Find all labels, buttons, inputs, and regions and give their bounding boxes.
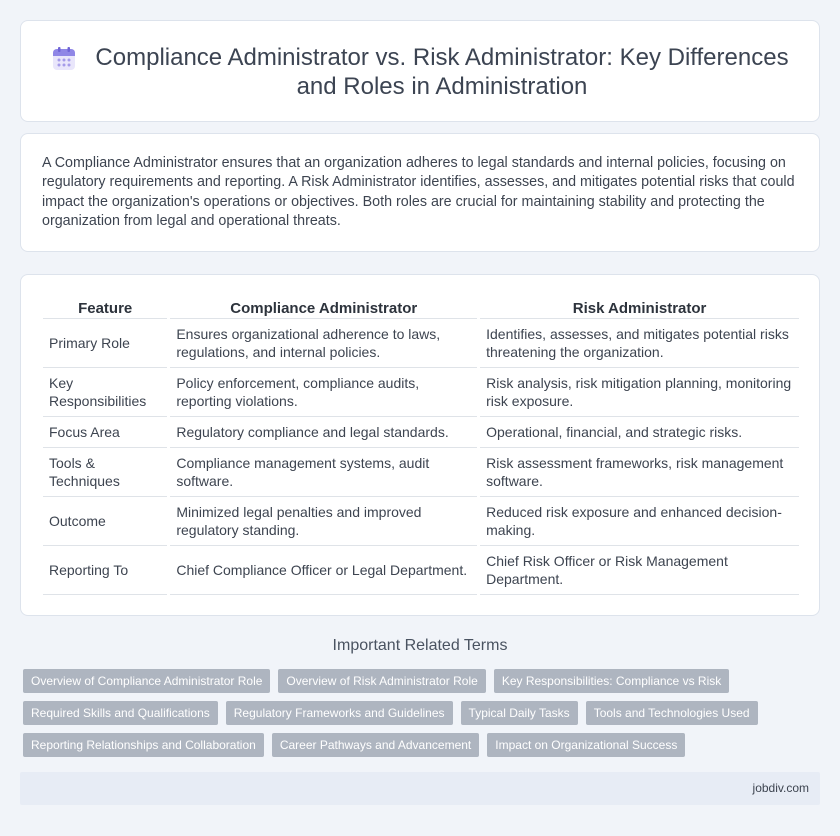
- table-cell-feature: Primary Role: [43, 319, 167, 368]
- table-row: [43, 368, 799, 417]
- footer-site-link[interactable]: jobdiv.com: [752, 781, 809, 795]
- table-cell-feature: Tools & Techniques: [43, 448, 167, 497]
- related-term-tag[interactable]: Impact on Organizational Success: [487, 733, 685, 757]
- table-header-risk: Risk Administrator: [480, 297, 799, 319]
- table-cell-risk: Chief Risk Officer or Risk Management Department.: [480, 546, 799, 595]
- related-term-tag[interactable]: Reporting Relationships and Collaboration: [23, 733, 264, 757]
- table-row: [43, 319, 799, 368]
- table-row: [43, 448, 799, 497]
- intro-card: [20, 133, 820, 252]
- related-term-tag[interactable]: Typical Daily Tasks: [461, 701, 578, 725]
- table-cell-risk: Identifies, assesses, and mitigates potential risks threatening the organization.: [480, 319, 799, 368]
- table-row: [43, 417, 799, 448]
- table-cell-compliance: Regulatory compliance and legal standards.: [170, 417, 477, 448]
- table-cell-risk: Operational, financial, and strategic risks.: [480, 417, 799, 448]
- intro-paragraph: A Compliance Administrator ensures that an organization adheres to legal standards and internal policies, focusing on regulatory requirements and reporting. A Risk Administrator identifies, assesses, and mitigates potential risks that could impact the organization's operations or objectives. Both roles are crucial for maintaining stability and protecting the organization from legal and operational threats.: [42, 155, 795, 229]
- table-cell-compliance: Chief Compliance Officer or Legal Department.: [170, 546, 477, 595]
- table-row: [43, 497, 799, 546]
- table-cell-risk: Risk assessment frameworks, risk management software.: [480, 448, 799, 497]
- related-term-tag[interactable]: Regulatory Frameworks and Guidelines: [226, 701, 453, 725]
- table-cell-compliance: Compliance management systems, audit software.: [170, 448, 477, 497]
- related-term-tag[interactable]: Overview of Compliance Administrator Role: [23, 669, 270, 693]
- related-term-tag[interactable]: Key Responsibilities: Compliance vs Risk: [494, 669, 729, 693]
- table-cell-feature: Key Responsibilities: [43, 368, 167, 417]
- comparison-table: [43, 297, 799, 595]
- related-term-tag[interactable]: Overview of Risk Administrator Role: [278, 669, 485, 693]
- calendar-icon: [51, 46, 77, 72]
- table-cell-feature: Outcome: [43, 497, 167, 546]
- table-cell-compliance: Minimized legal penalties and improved regulatory standing.: [170, 497, 477, 546]
- page-title: Compliance Administrator vs. Risk Administrator: Key Differences and Roles in Administration: [95, 44, 789, 100]
- footer: [20, 772, 820, 805]
- related-terms-tags: [23, 669, 823, 765]
- table-cell-feature: Focus Area: [43, 417, 167, 448]
- table-cell-feature: Reporting To: [43, 546, 167, 595]
- table-row: [43, 546, 799, 595]
- comparison-table-card: [20, 274, 820, 616]
- table-cell-compliance: Policy enforcement, compliance audits, reporting violations.: [170, 368, 477, 417]
- table-header-compliance: Compliance Administrator: [170, 297, 477, 319]
- table-cell-risk: Reduced risk exposure and enhanced decision-making.: [480, 497, 799, 546]
- table-header-feature: Feature: [43, 297, 167, 319]
- table-cell-risk: Risk analysis, risk mitigation planning, monitoring risk exposure.: [480, 368, 799, 417]
- table-cell-compliance: Ensures organizational adherence to laws, regulations, and internal policies.: [170, 319, 477, 368]
- related-term-tag[interactable]: Career Pathways and Advancement: [272, 733, 479, 757]
- related-terms-title: Important Related Terms: [332, 637, 508, 654]
- related-term-tag[interactable]: Tools and Technologies Used: [586, 701, 758, 725]
- title-card: [20, 20, 820, 122]
- related-term-tag[interactable]: Required Skills and Qualifications: [23, 701, 218, 725]
